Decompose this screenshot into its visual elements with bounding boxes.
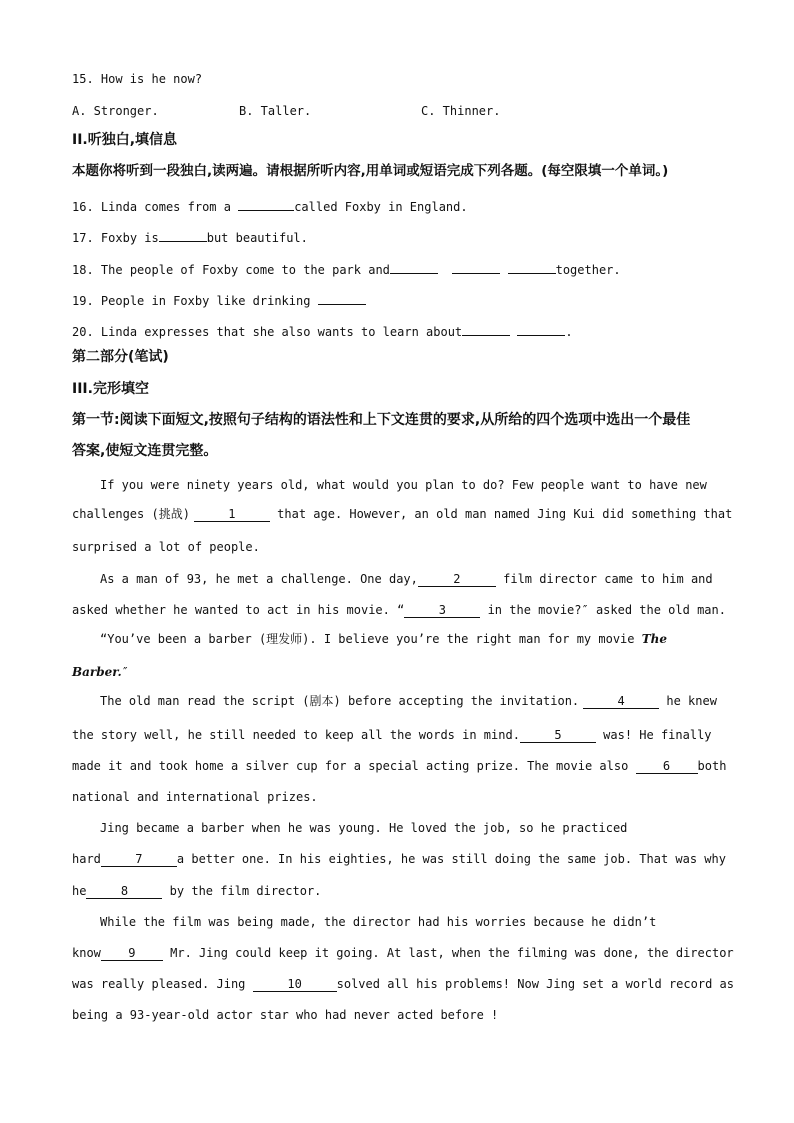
cloze-blank-10[interactable]: 10 <box>253 977 337 992</box>
q15-option-b: B. Taller. <box>239 104 312 118</box>
p6-text-b: Mr. Jing could keep it going. At last, when the filming was done, the director <box>162 946 734 960</box>
q18-blank-1[interactable] <box>390 259 438 274</box>
p5-text-d: by the film director. <box>162 884 322 898</box>
q16-blank[interactable] <box>238 196 294 211</box>
cloze-blank-3[interactable]: 3 <box>404 603 480 618</box>
movie-title-part-1: The <box>641 632 668 646</box>
p5-text-c: he <box>72 884 87 898</box>
passage-p6-line-4: being a 93-year-old actor star who had never acted before ! <box>72 1008 499 1022</box>
q17-blank[interactable] <box>159 227 207 242</box>
q17-after: but beautiful. <box>206 231 308 245</box>
passage-p3-line-2 <box>72 664 129 680</box>
p6-text-d: solved all his problems! Now Jing set a world record as <box>336 977 734 991</box>
cloze-blank-8[interactable]: 8 <box>86 884 162 899</box>
q20-number: 20. <box>72 325 94 339</box>
q16-after: called Foxby in England. <box>294 200 468 214</box>
q16-before: Linda comes from a <box>100 200 239 214</box>
section-3-title: III.完形填空 <box>72 381 149 397</box>
question-17 <box>72 227 308 246</box>
question-15: 15. How is he now? <box>72 72 203 86</box>
p4-text-c: the story well, he still needed to keep all the words in mind. <box>72 728 520 742</box>
passage-p5-line-3 <box>72 883 321 899</box>
p1-text-a: challenges (挑战) <box>72 507 190 521</box>
q19-number: 19. <box>72 294 94 308</box>
q18-number: 18. <box>72 263 94 277</box>
p4-text-b: he knew <box>659 694 717 708</box>
q18-blank-2[interactable] <box>452 259 500 274</box>
passage-p5-line-2 <box>72 851 726 867</box>
section-2-title: II.听独白,填信息 <box>72 132 178 148</box>
question-19 <box>72 290 366 309</box>
passage-p5-line-1: Jing became a barber when he was young. He loved the job, so he practiced <box>100 821 628 835</box>
question-20 <box>72 321 573 340</box>
p2-text-a: As a man of 93, he met a challenge. One day, <box>100 572 418 586</box>
passage-p1-line-2 <box>72 506 732 522</box>
passage-p3-line-1 <box>100 631 667 647</box>
cloze-blank-6[interactable]: 6 <box>636 759 698 774</box>
p4-text-d: was! He finally <box>595 728 712 742</box>
p5-text-b: a better one. In his eighties, he was still doing the same job. That was why <box>176 852 726 866</box>
section-2-instruction: 本题你将听到一段独白,读两遍。请根据所听内容,用单词或短语完成下列各题。(每空限填一个单词。) <box>72 163 669 179</box>
q20-blank-1[interactable] <box>462 321 510 336</box>
question-16 <box>72 196 468 215</box>
cloze-blank-9[interactable]: 9 <box>101 946 163 961</box>
p1-text-b: that age. However, an old man named Jing Kui did something that <box>269 507 733 521</box>
p4-text-a: The old man read the script (剧本) before accepting the invitation. <box>100 694 580 708</box>
p6-text-a: know <box>72 946 101 960</box>
movie-title-part-2: Barber. <box>72 665 122 679</box>
q16-number: 16. <box>72 200 94 214</box>
passage-p2-line-1 <box>100 571 713 587</box>
cloze-instruction-line-1: 第一节:阅读下面短文,按照句子结构的语法性和上下文连贯的要求,从所给的四个选项中选出一个最佳 <box>72 412 691 428</box>
passage-p6-line-1: While the film was being made, the director had his worries because he didn’t <box>100 915 657 929</box>
cloze-instruction-line-2: 答案,使短文连贯完整。 <box>72 443 218 459</box>
p4-text-f: both <box>697 759 727 773</box>
q18-before: The people of Foxby come to the park and <box>100 263 390 277</box>
part-2-title: 第二部分(笔试) <box>72 349 169 365</box>
cloze-blank-1[interactable]: 1 <box>194 507 270 522</box>
q15-option-c: C. Thinner. <box>421 104 501 118</box>
q17-number: 17. <box>72 231 94 245</box>
p3-text-end: ″ <box>121 665 129 679</box>
passage-p6-line-3 <box>72 976 734 992</box>
q20-blank-2[interactable] <box>517 321 565 336</box>
question-18 <box>72 259 621 278</box>
q15-option-a: A. Stronger. <box>72 104 159 118</box>
q18-after: together. <box>555 263 621 277</box>
p4-text-e: made it and took home a silver cup for a special acting prize. The movie also <box>72 759 636 773</box>
passage-p4-line-2 <box>72 727 712 743</box>
passage-p1-line-3: surprised a lot of people. <box>72 540 260 554</box>
passage-p2-line-2 <box>72 602 726 618</box>
cloze-blank-5[interactable]: 5 <box>520 728 596 743</box>
p2-text-c: asked whether he wanted to act in his movie. “ <box>72 603 405 617</box>
p2-text-b: film director came to him and <box>495 572 713 586</box>
cloze-blank-4[interactable]: 4 <box>583 694 659 709</box>
passage-p1-line-1: If you were ninety years old, what would you plan to do? Few people want to have new <box>100 478 707 492</box>
passage-p4-line-1 <box>100 693 717 709</box>
q20-before: Linda expresses that she also wants to learn about <box>100 325 463 339</box>
p5-text-a: hard <box>72 852 101 866</box>
q17-before: Foxby is <box>100 231 159 245</box>
q19-before: People in Foxby like drinking <box>100 294 318 308</box>
cloze-blank-2[interactable]: 2 <box>418 572 496 587</box>
p6-text-c: was really pleased. Jing <box>72 977 253 991</box>
q19-blank[interactable] <box>318 290 366 305</box>
p3-text-a: “You’ve been a barber (理发师). I believe you’re the right man for my movie <box>100 632 642 646</box>
passage-p4-line-4: national and international prizes. <box>72 790 318 804</box>
p2-text-d: in the movie?″ asked the old man. <box>480 603 726 617</box>
passage-p6-line-2 <box>72 945 734 961</box>
q18-blank-3[interactable] <box>508 259 556 274</box>
cloze-blank-7[interactable]: 7 <box>101 852 177 867</box>
passage-p4-line-3 <box>72 758 726 774</box>
q20-after: . <box>565 325 573 339</box>
